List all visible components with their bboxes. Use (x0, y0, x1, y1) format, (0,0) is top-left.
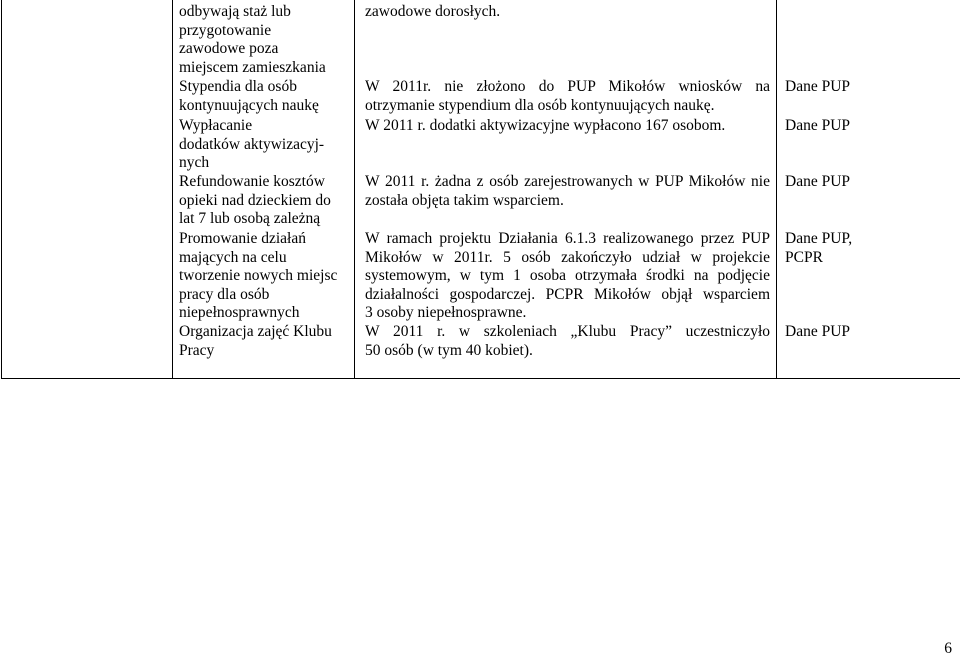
action-item: Wypłacanie dodatków aktywizacyj- nych (179, 117, 325, 171)
sources-column (777, 0, 960, 379)
result-item: zawodowe dorosłych. (365, 3, 501, 20)
table-row (2, 0, 960, 379)
source-item: Dane PUP (785, 78, 851, 95)
empty-first-column (2, 0, 173, 379)
page-number: 6 (944, 640, 952, 657)
report-table (1, 0, 960, 379)
source-item: Dane PUP (785, 117, 851, 134)
result-item: W ramach projektu Działania 6.1.3 realizowanego przez PUP Mikołów w 2011r. 5 osób zakończyło udział w projekcie systemowym, w tym 1 osoba otrzymała środki na podjęcie działalności gospodarczej. PCPR Mikołów objął wsparciem 3 osoby niepełnosprawne. (365, 230, 770, 321)
action-item: Stypendia dla osób kontynuujących naukę (179, 78, 319, 114)
source-item: Dane PUP (785, 173, 851, 190)
action-item: odbywają staż lub przygotowanie zawodowe poza miejscem zamieszkania (179, 3, 326, 76)
action-item: Refundowanie kosztów opieki nad dzieckiem do lat 7 lub osobą zależną (179, 173, 331, 227)
result-item: W 2011r. nie złożono do PUP Mikołów wniosków na otrzymanie stypendium dla osób kontynuujących naukę. (365, 78, 770, 114)
source-item: Dane PUP, PCPR (785, 230, 853, 266)
result-item: W 2011 r. w szkoleniach „Klubu Pracy” uczestniczyło 50 osób (w tym 40 kobiet). (365, 323, 770, 359)
actions-column (173, 0, 355, 379)
action-item: Organizacja zajęć Klubu Pracy (179, 323, 332, 359)
action-item: Promowanie działań mających na celu tworzenie nowych miejsc pracy dla osób niepełnosprawnych (179, 230, 338, 321)
result-item: W 2011 r. żadna z osób zarejestrowanych w PUP Mikołów nie została objęta takim wsparciem. (365, 173, 770, 209)
results-column (355, 0, 777, 379)
source-item: Dane PUP (785, 323, 851, 340)
result-item: W 2011 r. dodatki aktywizacyjne wypłacono 167 osobom. (365, 117, 726, 134)
